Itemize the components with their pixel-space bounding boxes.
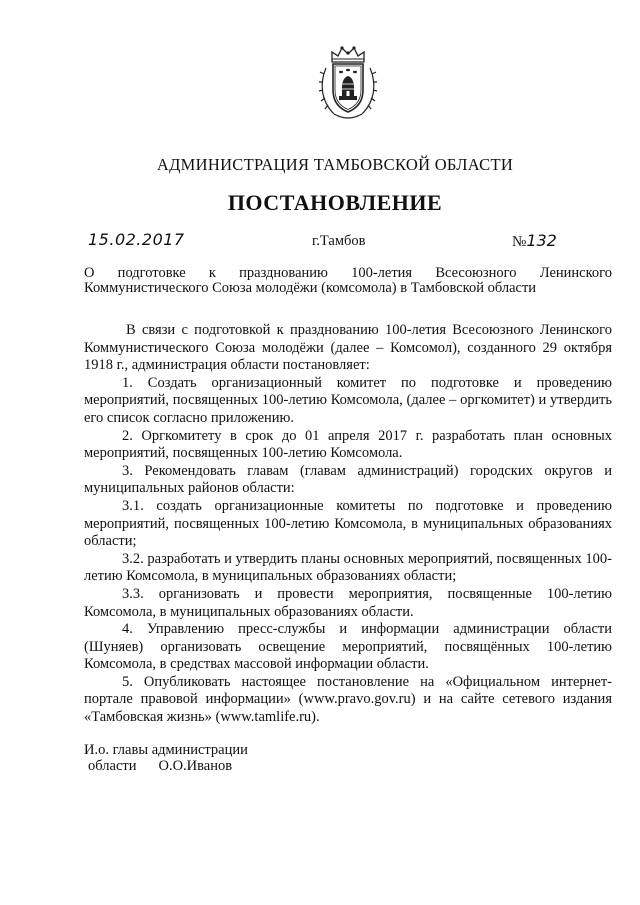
document-date: 15.02.2017 — [88, 230, 185, 249]
number-value: 132 — [526, 231, 557, 250]
signatory-position: И.о. главы администрации — [84, 742, 248, 758]
subject-line-1: О подготовке к празднованию 100-летия Всесоюзного Ленинского — [84, 265, 612, 281]
number-prefix: № — [512, 234, 527, 250]
body-item: 2. Оргкомитету в срок до 01 апреля 2017 г. разработать план основных мероприятий, посвященных 100-летию Комсомола. — [84, 427, 612, 462]
body-item: 1. Создать организационный комитет по подготовке и проведению мероприятий, посвященных 100-летию Комсомола, (далее – оргкомитет) и утвердить его список согласно приложению. — [84, 374, 612, 426]
signatory-name: О.О.Иванов — [158, 758, 233, 774]
document-city: г.Тамбов — [312, 233, 366, 249]
signatory-position-cont: области — [88, 758, 137, 774]
document-body — [84, 322, 612, 727]
organization-name: АДМИНИСТРАЦИЯ ТАМБОВСКОЙ ОБЛАСТИ — [156, 155, 514, 174]
tambov-coat-of-arms-icon — [318, 44, 378, 122]
body-item: 3. Рекомендовать главам (главам администраций) городских округов и муниципальных районов области: — [84, 462, 612, 497]
body-item: 3.2. разработать и утвердить планы основных мероприятий, посвященных 100-летию Комсомола, в муниципальных образованиях области; — [84, 550, 612, 585]
document-number — [512, 231, 557, 251]
document-type-title: ПОСТАНОВЛЕНИЕ — [227, 190, 443, 215]
signature-block — [84, 742, 248, 774]
signatory-row — [84, 758, 248, 774]
body-item: 3.1. создать организационные комитеты по подготовке и проведению мероприятий, посвященных 100-летию Комсомола, в муниципальных образованиях области; — [84, 497, 612, 550]
body-item: 4. Управлению пресс-службы и информации администрации области (Шуняев) организовать освещение мероприятий, посвящённых 100-летию Комсомола, в средствах массовой информации области. — [84, 621, 612, 673]
body-item: 3.3. организовать и провести мероприятия, посвященные 100-летию Комсомола, в муниципальных образованиях области. — [84, 585, 612, 620]
body-item: 5. Опубликовать настоящее постановление на «Официальном интернет-портале правовой информации» (www.pravo.gov.ru) и на сайте сетевого издания «Тамбовская жизнь» (www.tamlife.ru). — [84, 673, 612, 726]
subject-line-2: Коммунистического Союза молодёжи (комсомола) в Тамбовской области — [84, 280, 537, 296]
document-subject — [84, 266, 612, 296]
body-preamble: В связи с подготовкой к празднованию 100-летия Всесоюзного Ленинского Коммунистического Союза молодёжи (далее – Комсомол), созданного 29 октября 1918 г., администрация области постановляет: — [84, 322, 612, 374]
